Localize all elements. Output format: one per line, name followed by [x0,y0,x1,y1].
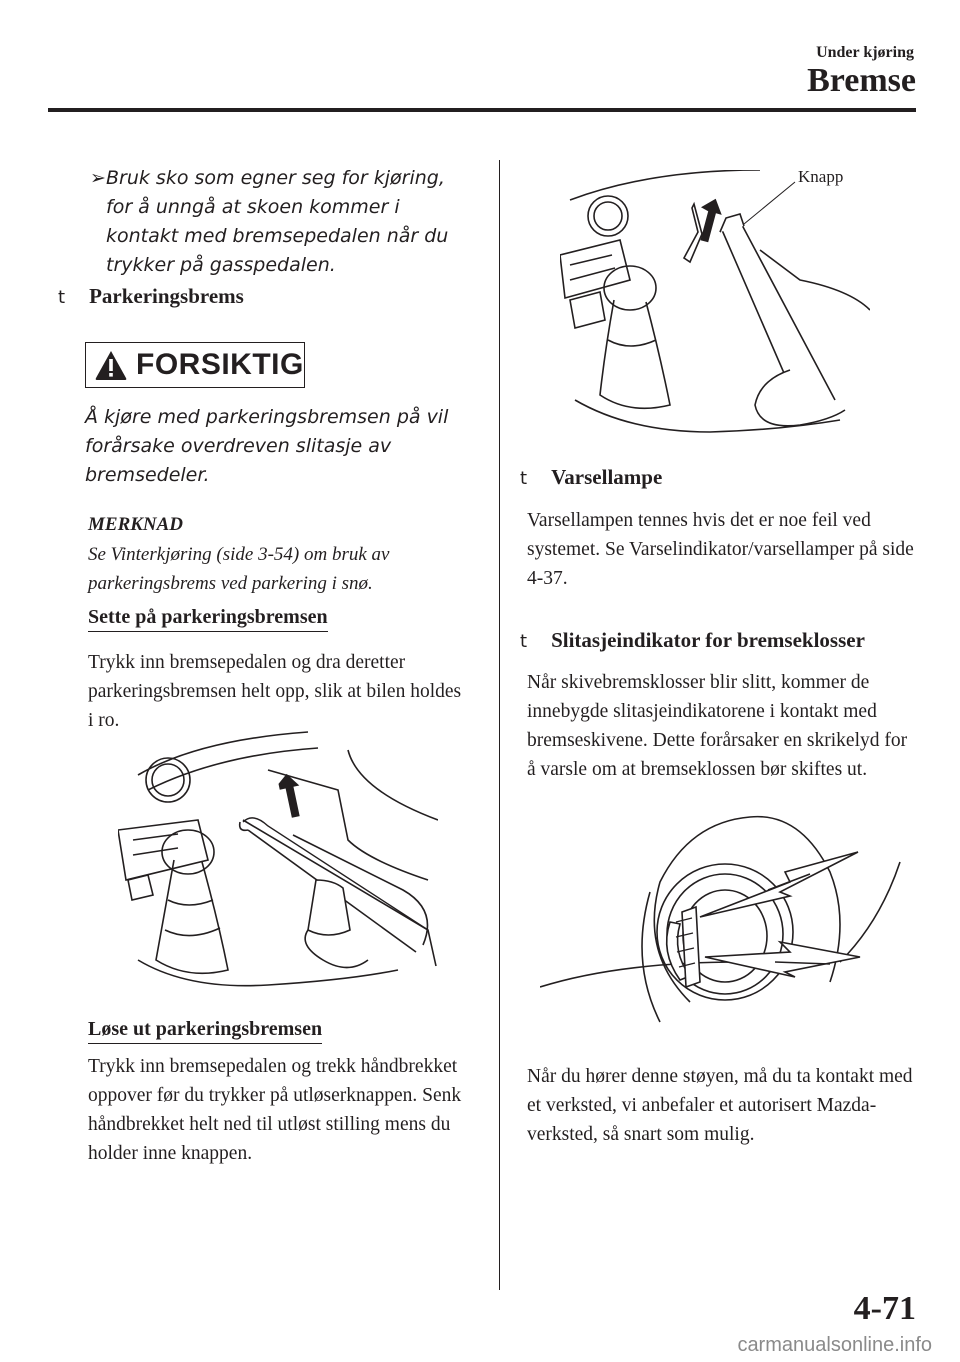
section-marker: t [520,468,528,489]
caution-text: Å kjøre med parkeringsbremsen på vil forårsake overdreven slitasje av bremsedeler. [85,406,449,486]
pad-wear-advice: Når du hører denne støyen, må du ta kontakt med et verksted, vi anbefaler et autorisert Mazda-verksted, så snart som mulig. [527,1066,913,1145]
warning-light-title: Varsellampe [551,465,663,489]
bullet-arrow-icon: ➢ [90,167,106,189]
caution-box [85,342,305,388]
parking-brake-title: Parkeringsbrems [89,284,244,308]
parking-brake-apply-illustration [118,730,438,1000]
note-title: MERKNAD [88,514,184,535]
parking-brake-release-illustration [560,170,870,440]
bullet-item [92,164,472,280]
button-label: Knapp [798,167,844,186]
pad-wear-heading [520,628,865,653]
note-text: Se Vinterkjøring (side 3-54) om bruk av parkeringsbrems ved parkering i snø. [88,544,390,594]
subheading-release [88,1018,322,1041]
warning-triangle-icon [94,349,128,381]
watermark: carmanualsonline.info [737,1334,932,1356]
subheading-apply-title: Sette på parkeringsbremsen [88,606,328,632]
warning-light-text: Varsellampen tennes hvis det er noe feil ved systemet. Se Varselindikator/varsellamper på side 4-37. [527,510,914,589]
caution-label: FORSIKTIG [136,348,304,381]
subheading-apply [88,606,328,629]
pad-wear-text: Når skivebremsklosser blir slitt, kommer de innebygde slitasjeindikatorene i kontakt med bremseskivene. Dette forårsaker en skrikelyd for å varsle om at bremseklossen bør skiftes ut. [527,672,908,780]
chapter-title: Under kjøring [816,44,914,61]
section-marker: t [58,287,66,308]
pad-wear-title: Slitasjeindikator for bremseklosser [551,628,865,652]
bullet-text: Bruk sko som egner seg for kjøring, for å unngå at skoen kommer i kontakt med bremsepedalen når du trykker på gasspedalen. [106,167,449,276]
release-text: Trykk inn bremsepedalen og trekk håndbrekket oppover før du trykker på utløserknappen. Senk håndbrekket helt ned til utløst stilling mens du holder inne knappen. [88,1056,462,1164]
section-title: Bremse [807,62,916,99]
warning-light-heading [520,465,662,490]
brake-pad-wear-illustration [540,812,910,1057]
header-rule [48,108,916,112]
section-marker: t [520,631,528,652]
column-divider [499,160,500,1290]
subheading-release-title: Løse ut parkeringsbremsen [88,1018,322,1044]
page-number: 4-71 [853,1290,916,1327]
apply-text: Trykk inn bremsepedalen og dra deretter parkeringsbremsen helt opp, slik at bilen holdes i ro. [88,652,462,731]
parking-brake-heading [58,284,244,309]
